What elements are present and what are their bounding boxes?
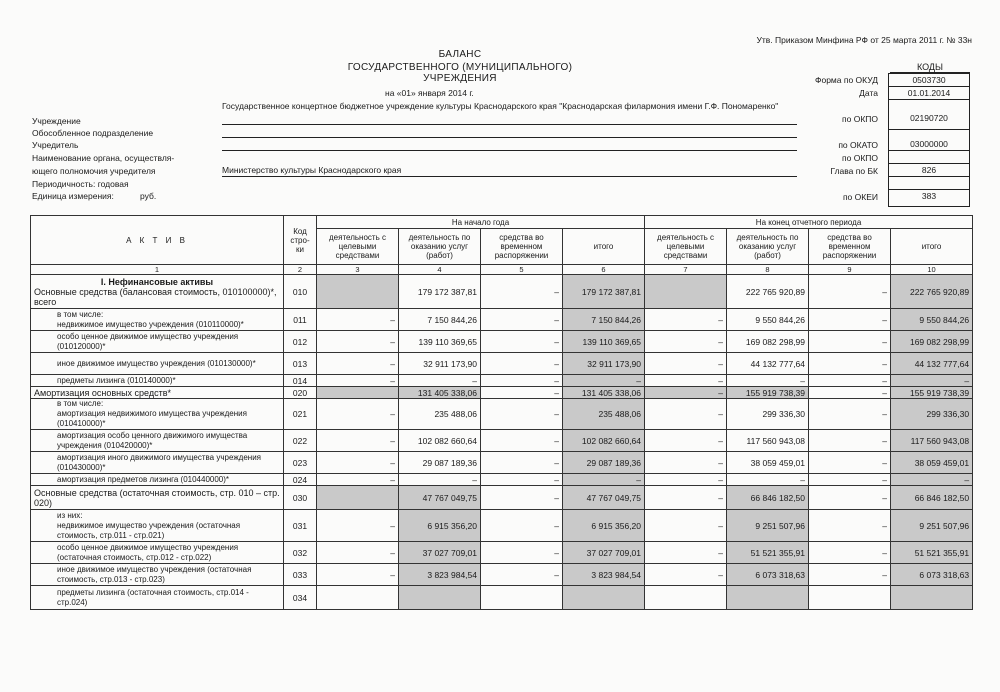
- row-name: [31, 474, 284, 486]
- value-cell: 37 027 709,01: [399, 542, 481, 564]
- value-cell: [645, 275, 727, 309]
- value-cell: 131 405 338,06: [399, 387, 481, 399]
- value-cell: –: [481, 510, 563, 542]
- value-cell: 222 765 920,89: [891, 275, 973, 309]
- col-services-start: деятельность по оказанию услуг (работ): [399, 229, 481, 265]
- col-num: 10: [891, 265, 973, 275]
- value-cell: 102 082 660,64: [563, 430, 645, 452]
- report-date: на «01» января 2014 г.: [385, 88, 474, 98]
- value-cell: 29 087 189,36: [563, 452, 645, 474]
- col-num: 4: [399, 265, 481, 275]
- value-cell: –: [809, 353, 891, 375]
- value-cell: –: [809, 387, 891, 399]
- value-cell: 117 560 943,08: [891, 430, 973, 452]
- value-cell: –: [481, 542, 563, 564]
- row-label: из них: недвижимое имущество учреждения (остаточная стоимость, стр.011 - стр.021): [57, 510, 241, 540]
- value-cell: 179 172 387,81: [563, 275, 645, 309]
- value-cell: 299 336,30: [727, 399, 809, 430]
- document-title: БАЛАНС: [438, 49, 482, 60]
- row-code: 012: [284, 331, 317, 353]
- value-cell: 139 110 369,65: [563, 331, 645, 353]
- row-code: 031: [284, 510, 317, 542]
- row-name: [31, 331, 284, 353]
- row-label: в том числе: недвижимое имущество учреждения (010110000)*: [57, 309, 244, 329]
- value-cell: [317, 486, 399, 510]
- value-cell: –: [645, 331, 727, 353]
- okpo2-value: [888, 151, 970, 164]
- row-code: 030: [284, 486, 317, 510]
- value-cell: –: [481, 564, 563, 586]
- row-name: [31, 542, 284, 564]
- okpo-label: по ОКПО: [842, 114, 878, 124]
- value-cell: [317, 586, 399, 610]
- value-cell: –: [481, 387, 563, 399]
- value-cell: –: [809, 474, 891, 486]
- row-name: [31, 309, 284, 331]
- col-temporary-end: средства во временном распоряжении: [809, 229, 891, 265]
- value-cell: [727, 586, 809, 610]
- value-cell: –: [481, 353, 563, 375]
- value-cell: 169 082 298,99: [891, 331, 973, 353]
- row-code: 033: [284, 564, 317, 586]
- value-cell: –: [645, 510, 727, 542]
- value-cell: 222 765 920,89: [727, 275, 809, 309]
- bk-value: 826: [888, 164, 970, 177]
- value-cell: [809, 586, 891, 610]
- value-cell: 29 087 189,36: [399, 452, 481, 474]
- underline: [222, 124, 797, 125]
- value-cell: –: [809, 452, 891, 474]
- balance-table: [30, 215, 973, 610]
- value-cell: 6 915 356,20: [563, 510, 645, 542]
- row-label: предметы лизинга (010140000)*: [57, 375, 176, 385]
- label-periodicity: Периодичность: годовая: [32, 179, 129, 189]
- value-cell: –: [809, 542, 891, 564]
- value-cell: –: [645, 430, 727, 452]
- value-cell: –: [317, 375, 399, 387]
- underline: [222, 176, 797, 177]
- value-cell: –: [317, 452, 399, 474]
- value-cell: 66 846 182,50: [891, 486, 973, 510]
- value-cell: 38 059 459,01: [891, 452, 973, 474]
- table-row: [31, 586, 973, 610]
- row-label: Амортизация основных средств*: [34, 387, 172, 398]
- value-cell: –: [317, 399, 399, 430]
- col-services-end: деятельность по оказанию услуг (работ): [727, 229, 809, 265]
- value-cell: –: [481, 474, 563, 486]
- row-label: особо ценное движимое имущество учреждения (остаточная стоимость, стр.012 - стр.022): [57, 542, 239, 562]
- label-unit: Единица измерения:: [32, 191, 114, 201]
- value-cell: 44 132 777,64: [891, 353, 973, 375]
- codes-header: КОДЫ: [890, 62, 970, 73]
- value-cell: –: [645, 542, 727, 564]
- value-cell: 38 059 459,01: [727, 452, 809, 474]
- value-cell: 139 110 369,65: [399, 331, 481, 353]
- value-cell: 32 911 173,90: [563, 353, 645, 375]
- value-cell: –: [809, 564, 891, 586]
- table-row: [31, 387, 973, 399]
- value-cell: –: [809, 331, 891, 353]
- value-cell: –: [645, 375, 727, 387]
- row-label: иное движимое имущество учреждения (остаточная стоимость, стр.013 - стр.023): [57, 564, 252, 584]
- value-cell: 7 150 844,26: [563, 309, 645, 331]
- value-cell: –: [317, 510, 399, 542]
- row-label: иное движимое имущество учреждения (010130000)*: [57, 358, 256, 368]
- value-cell: 3 823 984,54: [563, 564, 645, 586]
- value-cell: –: [645, 564, 727, 586]
- col-num: 3: [317, 265, 399, 275]
- underline: [222, 150, 797, 151]
- table-row: [31, 375, 973, 387]
- table-row: [31, 510, 973, 542]
- value-cell: 9 550 844,26: [891, 309, 973, 331]
- row-name: [31, 399, 284, 430]
- value-cell: –: [481, 399, 563, 430]
- col-num: 9: [809, 265, 891, 275]
- value-cell: –: [317, 309, 399, 331]
- okato-value: 03000000: [888, 138, 970, 151]
- end-period-header: На конец отчетного периода: [645, 216, 973, 229]
- row-name: [31, 387, 284, 399]
- value-cell: 9 550 844,26: [727, 309, 809, 331]
- col-temporary-start: средства во временном распоряжении: [481, 229, 563, 265]
- col-target-start: деятельность с целевыми средствами: [317, 229, 399, 265]
- row-name: [31, 486, 284, 510]
- value-cell: 47 767 049,75: [399, 486, 481, 510]
- value-cell: [481, 586, 563, 610]
- row-code: 014: [284, 375, 317, 387]
- row-name: [31, 452, 284, 474]
- value-cell: –: [645, 353, 727, 375]
- table-row: [31, 399, 973, 430]
- value-cell: 6 073 318,63: [727, 564, 809, 586]
- value-cell: 3 823 984,54: [399, 564, 481, 586]
- col-target-end: деятельность с целевыми средствами: [645, 229, 727, 265]
- table-row: [31, 452, 973, 474]
- value-cell: –: [317, 542, 399, 564]
- section-title: I. Нефинансовые активы: [100, 276, 214, 287]
- value-cell: 44 132 777,64: [727, 353, 809, 375]
- row-label: предметы лизинга (остаточная стоимость, стр.014 - стр.024): [57, 587, 249, 607]
- date-value: 01.01.2014: [888, 87, 970, 100]
- row-label: Основные средства (балансовая стоимость, 010100000)*, всего: [34, 286, 277, 307]
- row-code: 021: [284, 399, 317, 430]
- value-cell: –: [809, 430, 891, 452]
- value-cell: –: [481, 375, 563, 387]
- institution-name: Государственное концертное бюджетное учреждение культуры Краснодарского края "Краснодарская филармония имени Г.Ф. Пономаренко": [222, 101, 779, 111]
- okud-value: 0503730: [888, 74, 970, 87]
- value-cell: –: [317, 564, 399, 586]
- value-cell: [645, 586, 727, 610]
- row-code: 010: [284, 275, 317, 309]
- col-num: 8: [727, 265, 809, 275]
- value-cell: [317, 387, 399, 399]
- row-label: Основные средства (остаточная стоимость, стр. 010 – стр. 020): [34, 487, 280, 508]
- label-institution: Учреждение: [32, 116, 81, 126]
- aktiv-header: А К Т И В: [31, 216, 284, 265]
- value-cell: [891, 586, 973, 610]
- bk-label: Глава по БК: [830, 166, 878, 176]
- table-row: [31, 542, 973, 564]
- table-row: [31, 353, 973, 375]
- value-cell: 155 919 738,39: [891, 387, 973, 399]
- value-cell: –: [481, 331, 563, 353]
- label-authority-2: ющего полномочия учредителя: [32, 166, 156, 176]
- value-cell: 179 172 387,81: [399, 275, 481, 309]
- code-header: Код стро-ки: [284, 216, 317, 265]
- value-cell: 102 082 660,64: [399, 430, 481, 452]
- row-code: 032: [284, 542, 317, 564]
- okpo-value: 02190720: [888, 110, 970, 130]
- authority-name: Министерство культуры Краснодарского края: [222, 165, 402, 175]
- value-cell: –: [399, 375, 481, 387]
- value-cell: 235 488,06: [563, 399, 645, 430]
- row-code: 023: [284, 452, 317, 474]
- row-code: 013: [284, 353, 317, 375]
- value-cell: 131 405 338,06: [563, 387, 645, 399]
- value-cell: 47 767 049,75: [563, 486, 645, 510]
- start-year-header: На начало года: [317, 216, 645, 229]
- row-name: [31, 510, 284, 542]
- value-cell: –: [809, 486, 891, 510]
- okato-label: по ОКАТО: [838, 140, 878, 150]
- row-label: амортизация иного движимого имущества учреждения (010430000)*: [57, 452, 262, 472]
- value-cell: –: [809, 375, 891, 387]
- value-cell: 6 073 318,63: [891, 564, 973, 586]
- row-code: 024: [284, 474, 317, 486]
- row-name: [31, 375, 284, 387]
- value-cell: –: [399, 474, 481, 486]
- value-cell: –: [317, 331, 399, 353]
- value-cell: [399, 586, 481, 610]
- date-label: Дата: [859, 88, 878, 98]
- row-name: [31, 586, 284, 610]
- unit-value: руб.: [140, 191, 157, 201]
- value-cell: –: [563, 375, 645, 387]
- row-label: особо ценное движимое имущество учреждения (010120000)*: [57, 331, 239, 351]
- value-cell: –: [645, 399, 727, 430]
- label-authority-1: Наименование органа, осуществля-: [32, 153, 175, 163]
- row-code: 020: [284, 387, 317, 399]
- table-row: [31, 486, 973, 510]
- col-total-end: итого: [891, 229, 973, 265]
- row-label: амортизация предметов лизинга (010440000)*: [57, 474, 230, 484]
- table-row: [31, 275, 973, 309]
- underline: [222, 137, 797, 138]
- row-label: в том числе: амортизация недвижимого имущества учреждения (010410000)*: [57, 399, 247, 428]
- row-code: 034: [284, 586, 317, 610]
- value-cell: –: [645, 486, 727, 510]
- row-code: 011: [284, 309, 317, 331]
- value-cell: –: [645, 387, 727, 399]
- col-num: 6: [563, 265, 645, 275]
- col-total-start: итого: [563, 229, 645, 265]
- okei-value: 383: [921, 191, 937, 201]
- value-cell: –: [481, 430, 563, 452]
- value-cell: –: [809, 399, 891, 430]
- value-cell: 51 521 355,91: [891, 542, 973, 564]
- table-row: [31, 564, 973, 586]
- okud-label: Форма по ОКУД: [815, 75, 878, 85]
- value-cell: –: [809, 275, 891, 309]
- value-cell: 169 082 298,99: [727, 331, 809, 353]
- okei-label: по ОКЕИ: [842, 192, 878, 202]
- value-cell: 299 336,30: [891, 399, 973, 430]
- value-cell: –: [563, 474, 645, 486]
- table-row: [31, 474, 973, 486]
- document-subtitle: ГОСУДАРСТВЕННОГО (МУНИЦИПАЛЬНОГО) УЧРЕЖДЕНИЯ: [347, 62, 573, 84]
- row-code: 022: [284, 430, 317, 452]
- col-num: 5: [481, 265, 563, 275]
- value-cell: –: [809, 309, 891, 331]
- value-cell: 155 919 738,39: [727, 387, 809, 399]
- value-cell: 37 027 709,01: [563, 542, 645, 564]
- col-num: 1: [31, 265, 284, 275]
- value-cell: [317, 275, 399, 309]
- row-name: [31, 564, 284, 586]
- value-cell: –: [317, 353, 399, 375]
- value-cell: 7 150 844,26: [399, 309, 481, 331]
- table-row: [31, 430, 973, 452]
- label-founder: Учредитель: [32, 140, 79, 150]
- value-cell: –: [481, 309, 563, 331]
- value-cell: –: [727, 375, 809, 387]
- value-cell: –: [891, 474, 973, 486]
- value-cell: –: [645, 474, 727, 486]
- value-cell: –: [645, 452, 727, 474]
- value-cell: –: [809, 510, 891, 542]
- value-cell: –: [727, 474, 809, 486]
- approval-note: Утв. Приказом Минфина РФ от 25 марта 2011 г. № 33н: [756, 35, 972, 45]
- value-cell: 117 560 943,08: [727, 430, 809, 452]
- value-cell: [563, 586, 645, 610]
- value-cell: –: [645, 309, 727, 331]
- row-name: [31, 430, 284, 452]
- blank-code: [888, 177, 970, 190]
- value-cell: 6 915 356,20: [399, 510, 481, 542]
- row-name: [31, 275, 284, 309]
- okpo2-label: по ОКПО: [842, 153, 878, 163]
- value-cell: –: [481, 452, 563, 474]
- col-num: 2: [284, 265, 317, 275]
- value-cell: 51 521 355,91: [727, 542, 809, 564]
- value-cell: 235 488,06: [399, 399, 481, 430]
- value-cell: 9 251 507,96: [727, 510, 809, 542]
- col-num: 7: [645, 265, 727, 275]
- value-cell: –: [481, 486, 563, 510]
- value-cell: –: [481, 275, 563, 309]
- table-row: [31, 309, 973, 331]
- value-cell: 32 911 173,90: [399, 353, 481, 375]
- label-separate: Обособленное подразделение: [32, 128, 154, 138]
- value-cell: –: [891, 375, 973, 387]
- table-row: [31, 331, 973, 353]
- value-cell: –: [317, 474, 399, 486]
- value-cell: –: [317, 430, 399, 452]
- value-cell: 66 846 182,50: [727, 486, 809, 510]
- row-name: [31, 353, 284, 375]
- row-label: амортизация особо ценного движимого имущества учреждения (010420000)*: [57, 430, 248, 450]
- value-cell: 9 251 507,96: [891, 510, 973, 542]
